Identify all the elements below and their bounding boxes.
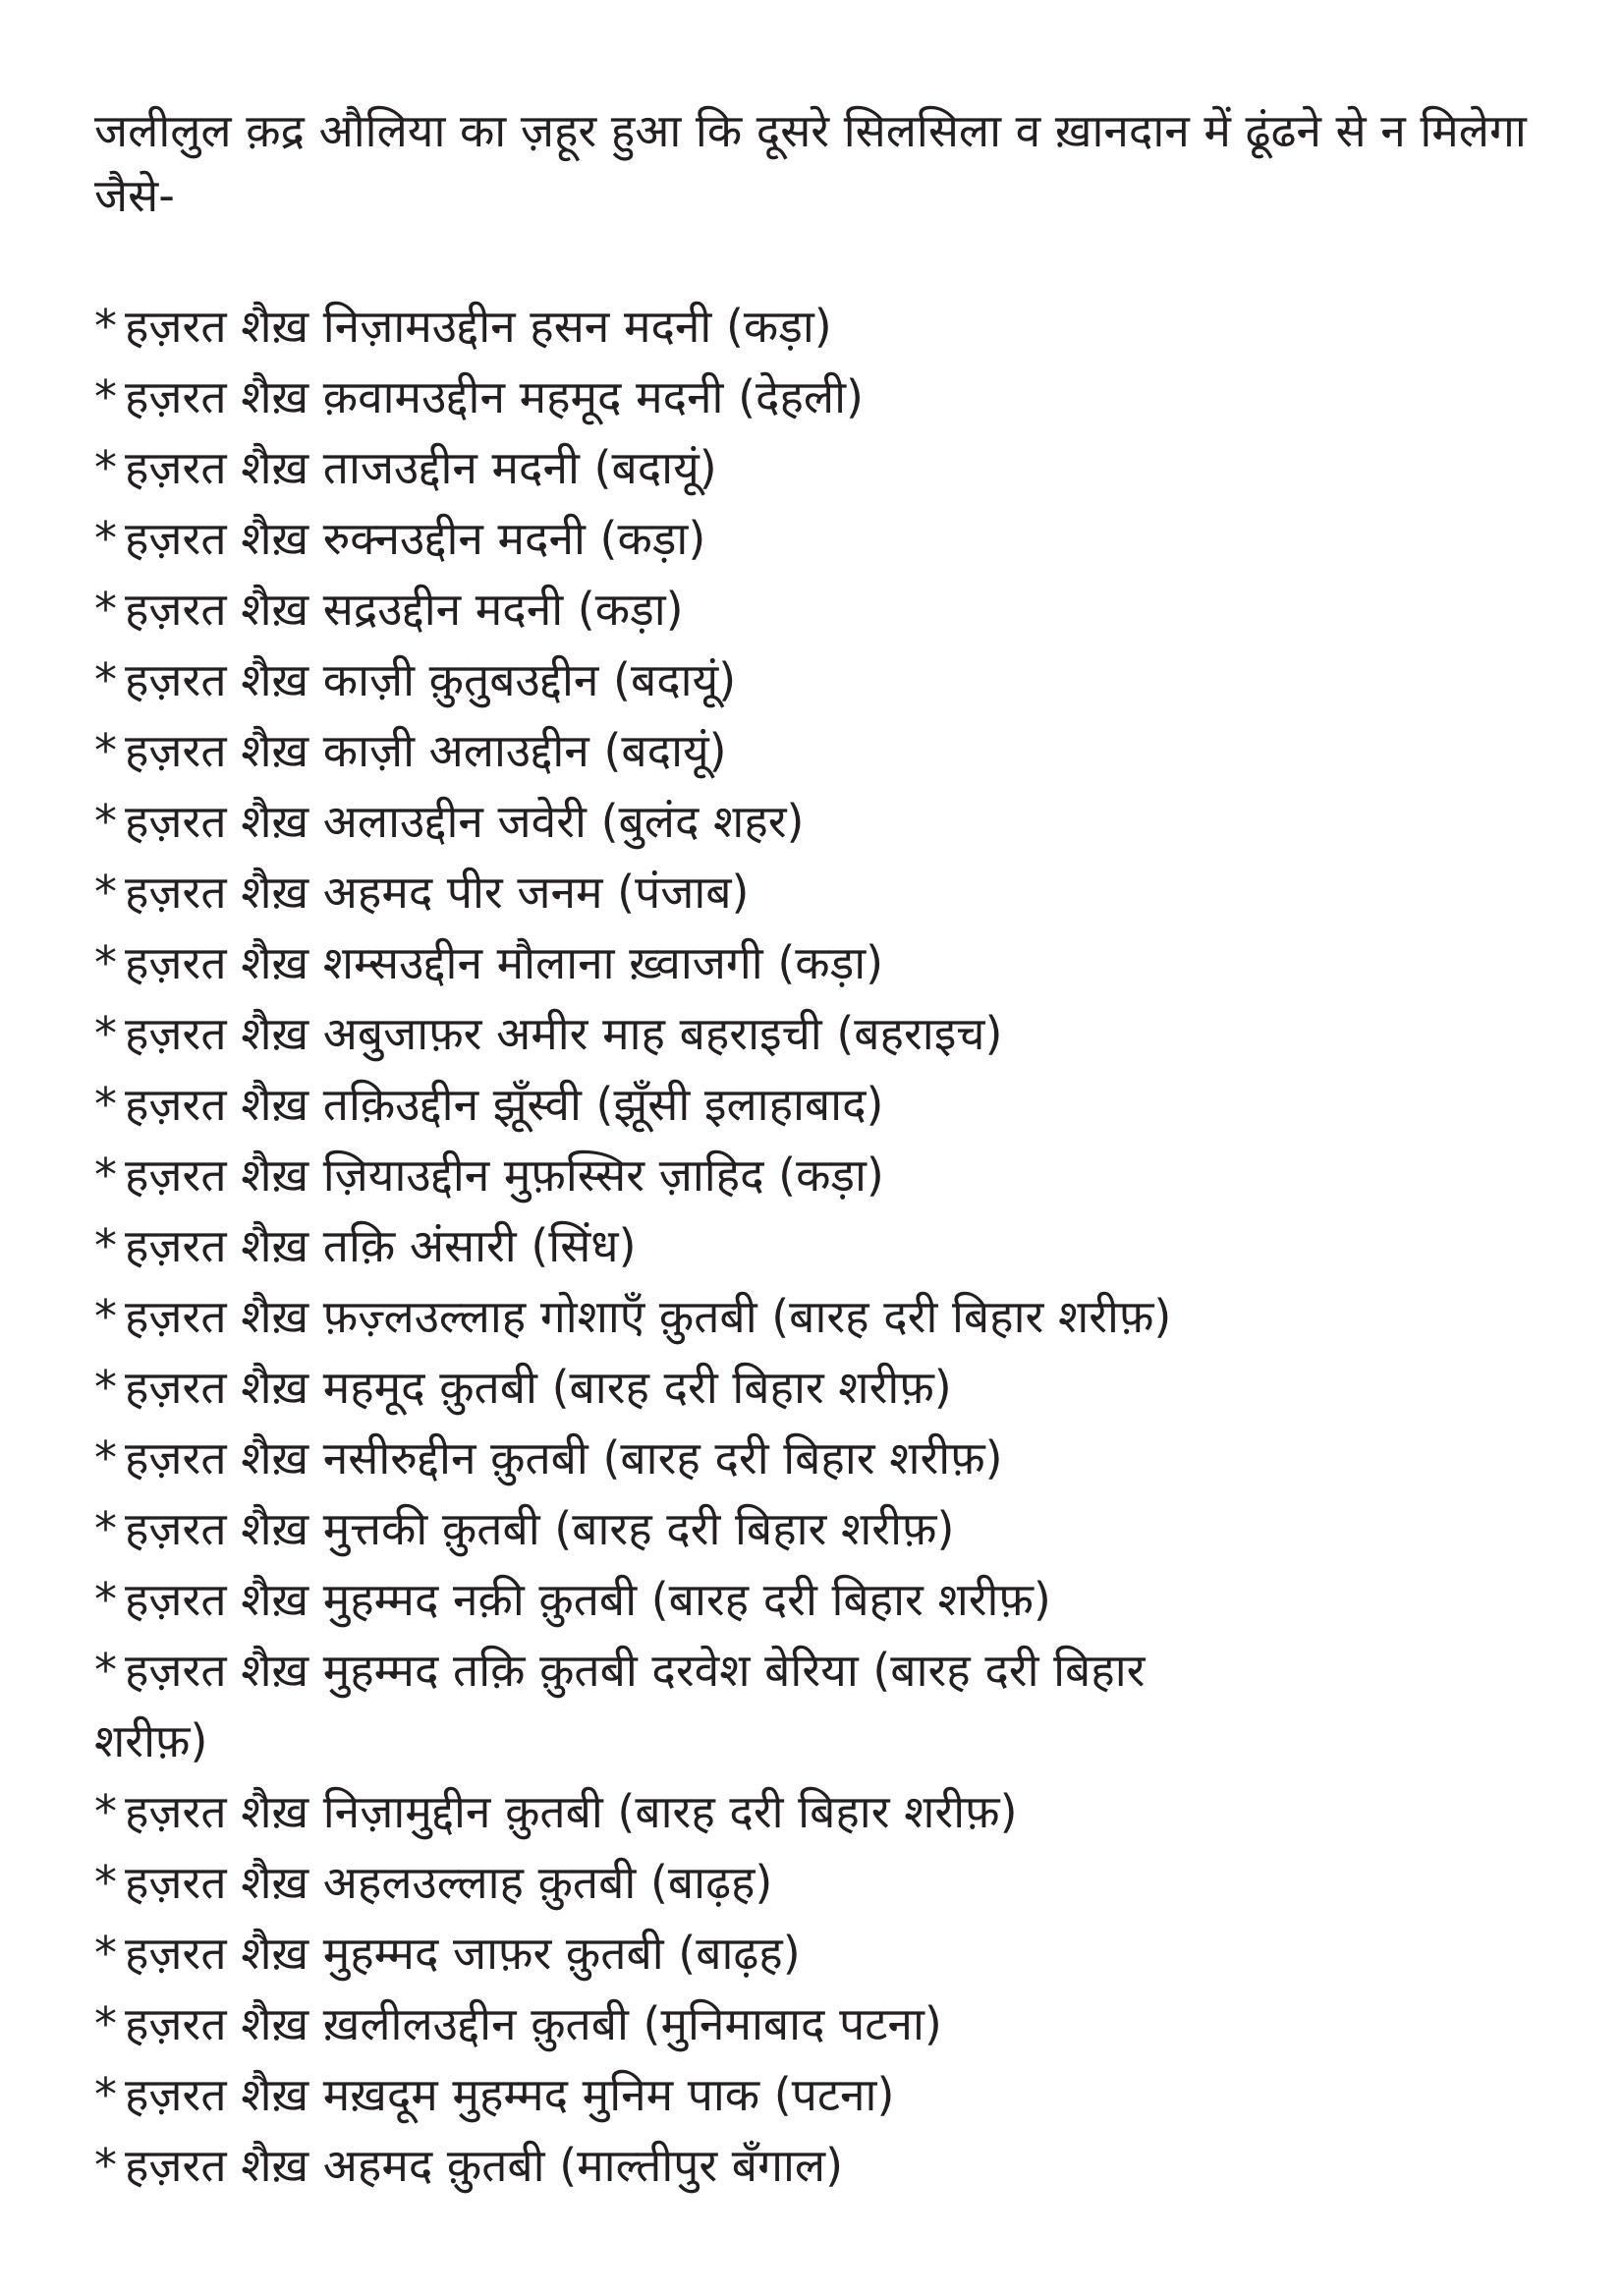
list-item-text: हज़रत शैख़ सद्रउद्दीन मदनी (कड़ा) [125, 583, 684, 636]
list-item-text: हज़रत शैख़ मुहम्मद जाफ़र क़ुतबी (बाढ़ह) [125, 1927, 801, 1980]
list-item-text: हज़रत शैख़ अहलउल्लाह क़ुतबी (बाढ़ह) [125, 1856, 773, 1909]
list-item [94, 1423, 1539, 1493]
list-item-text: हज़रत शैख़ मख़दूम मुहम्मद मुनिम पाक (पटना) [125, 2068, 895, 2121]
bullet: * [94, 1502, 117, 1555]
list-item [94, 1776, 1539, 1847]
list-item [94, 432, 1234, 503]
list-item [94, 715, 1234, 786]
bullet: * [94, 1361, 117, 1414]
list-item [94, 362, 1234, 432]
bullet: * [94, 583, 117, 636]
list-item-text: हज़रत शैख़ ज़ियाउद्दीन मुफ़स्सिर ज़ाहिद (कड़ा) [125, 1148, 884, 1202]
bullet: * [94, 2139, 117, 2192]
list-item [94, 1281, 1539, 1352]
list-item-text: हज़रत शैख़ काज़ी अलाउद्दीन (बदायूं) [125, 724, 727, 777]
bullet: * [94, 1148, 117, 1202]
bullet: * [94, 795, 117, 848]
list-item [94, 2059, 1539, 2130]
list-item-text: हज़रत शैख़ क़वामउद्दीन महमूद मदनी (देहली) [125, 370, 864, 423]
list-item [94, 1988, 1539, 2059]
bullet: * [94, 441, 117, 494]
list-item-text: हज़रत शैख़ नसीरुद्दीन क़ुतबी (बारह दरी बिहार शरीफ़) [125, 1431, 1003, 1484]
list-item [94, 1069, 1539, 1140]
list-item [94, 574, 1234, 644]
list-item-text: हज़रत शैख़ मुहम्मद तक़ि क़ुतबी दरवेश बेरिया (बारह दरी बिहार शरीफ़) [94, 1644, 1146, 1767]
list-item-text: हज़रत शैख़ अहमद पीर जनम (पंजाब) [125, 866, 750, 919]
list-item [94, 927, 1234, 998]
bullet: * [94, 1431, 117, 1484]
list-item-text: हज़रत शैख़ तक़िउद्दीन झूँस्वी (झूँसी इलाहाबाद) [125, 1078, 884, 1131]
list-item-text: हज़रत शैख़ फ़ज़्लउल्लाह गोशाएँ क़ुतबी (बारह दरी बिहार शरीफ़) [125, 1290, 1172, 1343]
bullet: * [94, 1007, 117, 1060]
intro-paragraph: जलीलुल क़द्र औलिया का ज़हूर हुआ कि दूसरे सिलसिला व ख़ानदान में ढूंढने से न मिलेगा जैसे- [94, 104, 1527, 222]
bullet: * [94, 1573, 117, 1626]
list-item-text: हज़रत शैख़ ताजउद्दीन मदनी (बदायूं) [125, 441, 717, 494]
bullet: * [94, 1856, 117, 1909]
bullet: * [94, 512, 117, 565]
list-item [94, 786, 1234, 857]
bullet: * [94, 1997, 117, 2050]
list-item [94, 1210, 1234, 1281]
bullet: * [94, 936, 117, 989]
list-item [94, 644, 1234, 715]
bullet: * [94, 370, 117, 423]
bullet: * [94, 1644, 117, 1697]
list-item [94, 1635, 1234, 1776]
list-item-text: हज़रत शैख़ अलाउद्दीन जवेरी (बुलंद शहर) [125, 795, 805, 848]
bullet: * [94, 1219, 117, 1272]
list-item-text: हज़रत शैख़ शम्सउद्दीन मौलाना ख़्वाजगी (कड़ा) [125, 936, 884, 989]
list-item [94, 1564, 1539, 1635]
bullet: * [94, 724, 117, 777]
bullet: * [94, 1078, 117, 1131]
list-item [94, 291, 1234, 362]
bullet: * [94, 2068, 117, 2121]
list-item [94, 1140, 1539, 1210]
document-page [94, 98, 1539, 2201]
list-item [94, 998, 1539, 1069]
list-item-text: हज़रत शैख़ ख़लीलउद्दीन क़ुतबी (मुनिमाबाद पटना) [125, 1997, 942, 2050]
list-item-text: हज़रत शैख़ निज़ामुद्दीन क़ुतबी (बारह दरी बिहार शरीफ़) [125, 1785, 1018, 1838]
bullet: * [94, 1785, 117, 1838]
list-item-text: हज़रत शैख़ अहमद क़ुतबी (माल्तीपुर बँगाल) [125, 2139, 844, 2192]
bullet: * [94, 1927, 117, 1980]
list-item-text: हज़रत शैख़ मुत्तकी क़ुतबी (बारह दरी बिहार शरीफ़) [125, 1502, 955, 1555]
list-item-text: हज़रत शैख़ काज़ी क़ुतुबउद्दीन (बदायूं) [125, 653, 737, 706]
list-item-text: हज़रत शैख़ तक़ि अंसारी (सिंध) [125, 1219, 637, 1272]
bullet: * [94, 1290, 117, 1343]
list-item [94, 857, 1234, 927]
bullet: * [94, 653, 117, 706]
list-item-text: हज़रत शैख़ रुक्नउद्दीन मदनी (कड़ा) [125, 512, 706, 565]
list-item-text: हज़रत शैख़ मुहम्मद नक़ी क़ुतबी (बारह दरी बिहार शरीफ़) [125, 1573, 1051, 1626]
list-item [94, 1493, 1539, 1564]
list-item [94, 1918, 1234, 1988]
list-item-text: हज़रत शैख़ निज़ामउद्दीन हसन मदनी (कड़ा) [125, 300, 832, 353]
list-item [94, 503, 1234, 574]
list-item [94, 1847, 1234, 1918]
saints-list [94, 291, 1539, 2201]
list-item-text: हज़रत शैख़ महमूद क़ुतबी (बारह दरी बिहार शरीफ़) [125, 1361, 952, 1414]
bullet: * [94, 300, 117, 353]
list-item [94, 2130, 1539, 2201]
list-item [94, 1352, 1539, 1423]
list-item-text: हज़रत शैख़ अबुजाफ़र अमीर माह बहराइची (बहराइच) [125, 1007, 1003, 1060]
bullet: * [94, 866, 117, 919]
